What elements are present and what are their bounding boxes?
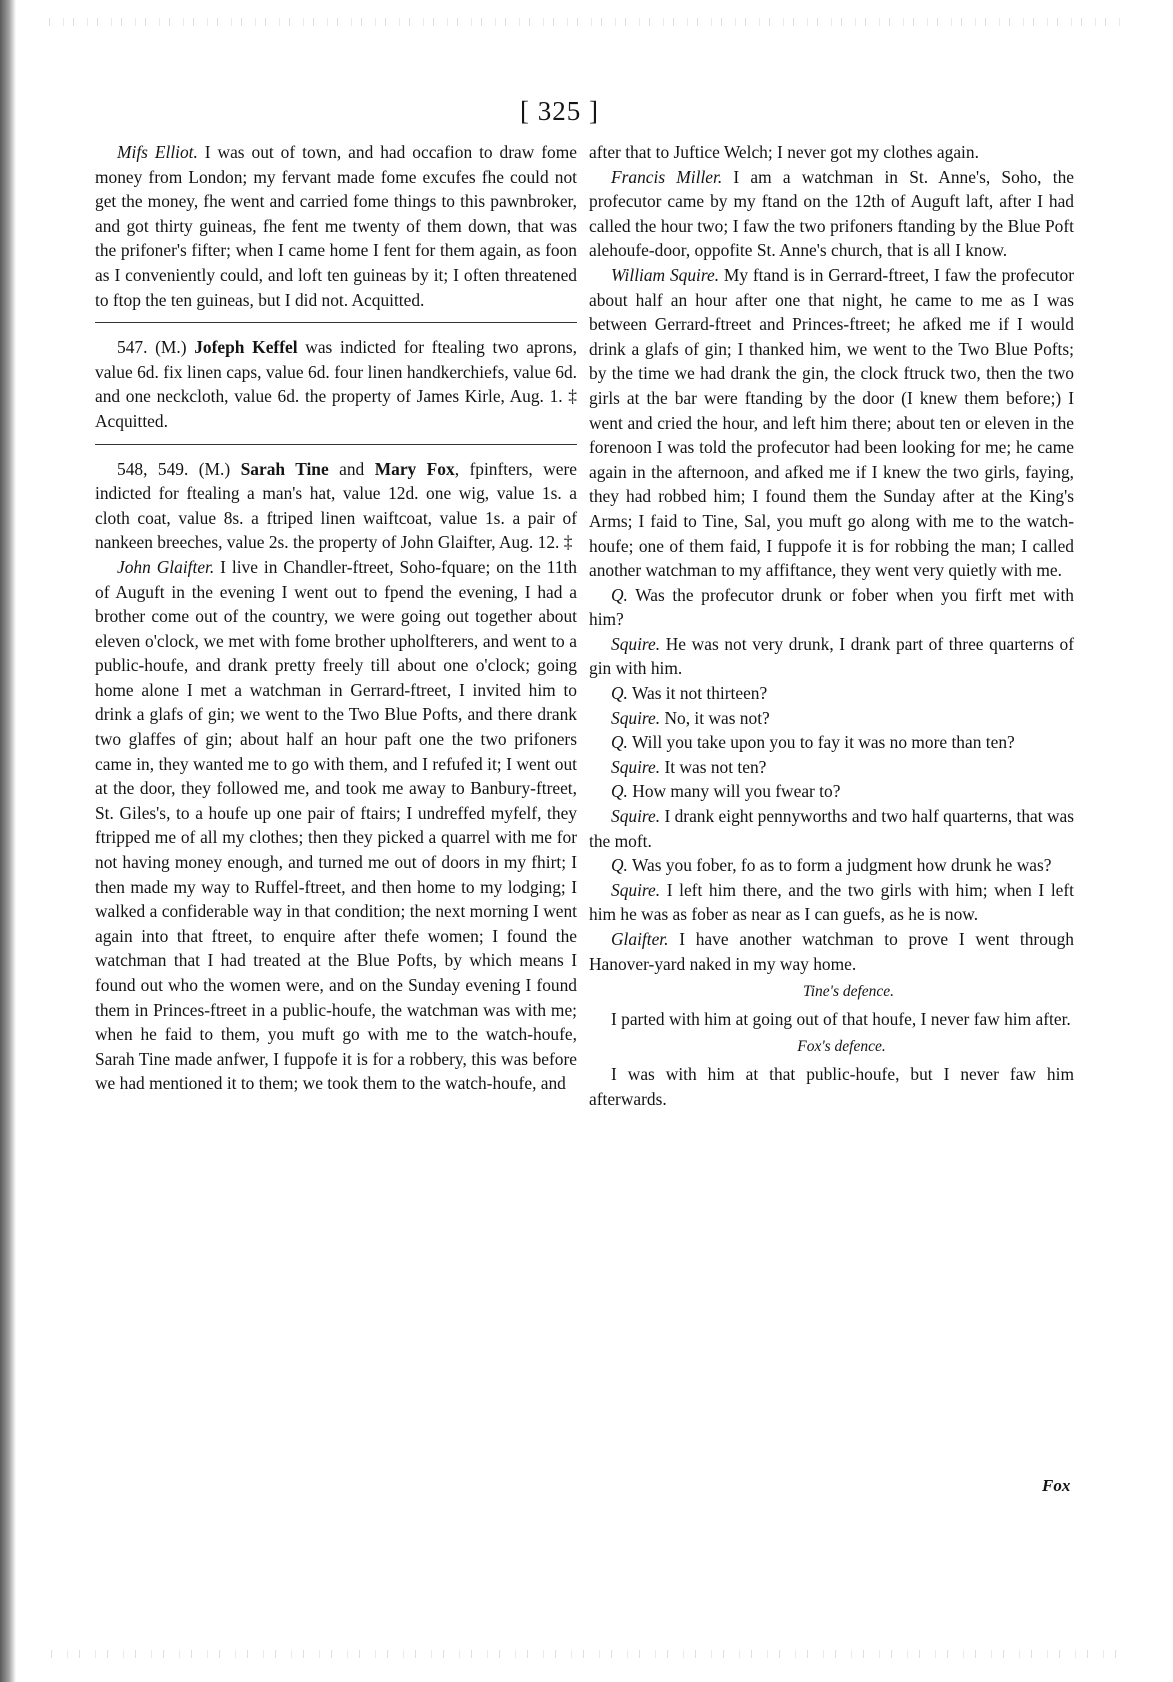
answer-text: He was not very drunk, I drank part of three quarterns of gin with him. bbox=[589, 633, 1074, 679]
question-4 bbox=[589, 779, 1074, 804]
testimony-text: I have another watchman to prove I went through Hanover-yard naked in my way home. bbox=[589, 929, 1074, 974]
speaker-name: Q. bbox=[611, 781, 628, 802]
case-number: 547. (M.) bbox=[117, 337, 187, 358]
question-text: Was the profecutor drunk or fober when you firft met with him? bbox=[589, 584, 1074, 630]
question-2 bbox=[589, 681, 1074, 706]
case-548-entry bbox=[95, 457, 577, 555]
question-text: Will you take upon you to fay it was no more than ten? bbox=[627, 732, 1015, 753]
section-divider bbox=[95, 444, 577, 445]
right-column bbox=[589, 140, 1074, 1111]
continued-testimony: after that to Juftice Welch; I never got my clothes again. bbox=[589, 142, 979, 162]
testimony-text: I was out of town, and had occafion to draw fome money from London; my fervant made fome excufes fhe could not get the money, fhe went and carried fome things to this pawnbroker, and got thirty guineas, fhe fent me twenty of them down, that was the prifoner's fifter; when I came home I fent for them again, as foon as I conveniently could, and loft ten guineas by it; I often threatened to ftop the ten guineas, but I did not. Acquitted. bbox=[95, 142, 577, 310]
speaker-name: Squire. bbox=[611, 806, 661, 827]
answer-3 bbox=[589, 755, 1074, 780]
miller-testimony bbox=[589, 165, 1074, 263]
question-5 bbox=[589, 853, 1074, 878]
question-text: Was it not thirteen? bbox=[627, 683, 768, 704]
testimony-text: I live in Chandler-ftreet, Soho-fquare; on the 11th of Auguft in the evening I went out to fpend the evening, I had a brother come out of the country, we were going out together about eleven o'clock, we met with fome brother upholfterers, and went to a public-houfe, and drank pretty freely till about one o'clock; going home alone I met a watchman in Gerrard-ftreet, I invited him to drink a glafs of gin; we went to the Two Blue Pofts, and there drank two glaffes of gin; about half an hour paft one the two prifoners came in, they wanted me to go with them, and I refufed it; I went out at the door, they followed me, and took me away to Banbury-ftreet, St. Giles's, to a houfe up one pair of ftairs; I undreffed myfelf, they ftripped me of all my clothes; then they picked a quarrel with me for not having money enough, and turned me out of doors in my fhirt; I then made my way to Ruffel-ftreet, and then home to my lodging; I walked a confiderable way in that condition; the next morning I went again into that ftreet, to enquire after thefe women; I found the watchman that I had treated at the Blue Pofts, by which means I found out who the women were, and on the Sunday evening I found them in Princes-ftreet in a public-houfe, the watchman was with me; when he faid to them, you muft go with me to the watch-houfe, Sarah Tine made anfwer, I fuppofe it is for a robbery, this was before we had mentioned it to them; we took them to the watch-houfe, and bbox=[95, 556, 577, 1094]
squire-testimony bbox=[589, 263, 1074, 583]
speaker-name: Q. bbox=[611, 855, 628, 876]
defendant-name: Sarah Tine bbox=[240, 458, 329, 479]
speaker-name: Squire. bbox=[611, 756, 661, 777]
conjunction-text: and bbox=[328, 458, 375, 479]
speaker-name: Glaifter. bbox=[611, 929, 669, 949]
testimony-text: My ftand is in Gerrard-ftreet, I faw the profecutor about half an hour after one that night, he came to me as I was between Gerrard-ftreet and Princes-ftreet; he afked me if I would drink a glafs of gin; I thanked him, we went to the Two Blue Pofts; by the time we had drank the gin, the clock ftruck two, then the two girls at the bar were ftanding by the door (I knew them before;) I went and cried the hour, and left him there; about ten or eleven in the forenoon I was told the profecutor had been looking for me; he came again in the afternoon, and afked me if I knew the two girls, faying, they had robbed him; I found them the Sunday after at the King's Arms; I faid to Tine, Sal, you muft go along with me to the watch-houfe; one of them faid, I fuppofe it is for robbing the man; I called another watchman to my affiftance, they went very quietly with me. bbox=[589, 264, 1074, 581]
speaker-name: John Glaifter. bbox=[117, 556, 215, 577]
answer-2 bbox=[589, 706, 1074, 731]
speaker-name: Q. bbox=[611, 732, 628, 753]
page-number: [ 325 ] bbox=[520, 96, 599, 126]
tine-defence-heading: Tine's defence. bbox=[802, 983, 895, 1001]
answer-text: I drank eight pennyworths and two half quarterns, that was the moft. bbox=[589, 806, 1074, 851]
case-547-entry bbox=[95, 335, 577, 433]
question-1 bbox=[589, 583, 1074, 632]
glaister-testimony bbox=[95, 555, 577, 1096]
answer-4 bbox=[589, 804, 1074, 853]
section-divider bbox=[95, 322, 577, 323]
speaker-name: Squire. bbox=[611, 633, 661, 654]
scan-noise-top bbox=[40, 18, 1120, 26]
left-column bbox=[95, 140, 577, 1096]
speaker-name: Squire. bbox=[611, 707, 661, 728]
catchword: Fox bbox=[1042, 1476, 1071, 1495]
defendant-name: Jofeph Keffel bbox=[194, 337, 298, 358]
question-3 bbox=[589, 730, 1074, 755]
defendant-name: Mary Fox bbox=[374, 458, 455, 479]
speaker-name: William Squire. bbox=[611, 264, 720, 285]
question-text: Was you fober, fo as to form a judgment how drunk he was? bbox=[627, 855, 1052, 876]
question-text: How many will you fwear to? bbox=[627, 781, 841, 802]
answer-1 bbox=[589, 632, 1074, 681]
case-text: , fpinfters, were indicted for ftealing a man's hat, value 12d. one wig, value 1s. a cloth coat, value 8s. a ftriped linen waiftcoat, value 1s. a pair of nankeen breeches, value 2s. the property of John Glaifter, Aug. 12. ‡ bbox=[95, 458, 577, 553]
case-number: 548, 549. (M.) bbox=[117, 458, 231, 479]
answer-text: It was not ten? bbox=[660, 756, 767, 777]
speaker-name: Q. bbox=[611, 683, 628, 704]
speaker-name: Squire. bbox=[611, 879, 661, 900]
scan-noise-bottom bbox=[40, 1650, 1120, 1658]
speaker-name: Mifs Elliot. bbox=[117, 142, 198, 162]
speaker-name: Q. bbox=[611, 584, 628, 605]
elliot-testimony bbox=[95, 140, 577, 312]
book-spine-shadow bbox=[0, 0, 16, 1682]
case-text: was indicted for ftealing two aprons, value 6d. fix linen caps, value 6d. four linen handkerchiefs, value 6d. and one neckcloth, value 6d. the property of James Kirle, Aug. 1. ‡ Acquitted. bbox=[95, 337, 577, 431]
glaister-reply bbox=[589, 927, 1074, 976]
fox-defence-heading: Fox's defence. bbox=[797, 1038, 886, 1056]
answer-5 bbox=[589, 878, 1074, 927]
answer-text: I left him there, and the two girls with him; when I left him he was as fober as near as I can guefs, as he is now. bbox=[589, 879, 1074, 925]
tine-defence-text: I parted with him at going out of that houfe, I never faw him after. bbox=[611, 1008, 1071, 1029]
testimony-text: I am a watchman in St. Anne's, Soho, the profecutor came by my ftand on the 12th of Auguft laft, after I had called the hour two; I faw the two prifoners ftanding by the Blue Poft alehoufe-door, oppofite St. Anne's church, that is all I know. bbox=[589, 166, 1074, 261]
fox-defence-text: I was with him at that public-houfe, but I never faw him afterwards. bbox=[589, 1063, 1074, 1109]
speaker-name: Francis Miller. bbox=[611, 166, 723, 187]
answer-text: No, it was not? bbox=[660, 707, 770, 728]
